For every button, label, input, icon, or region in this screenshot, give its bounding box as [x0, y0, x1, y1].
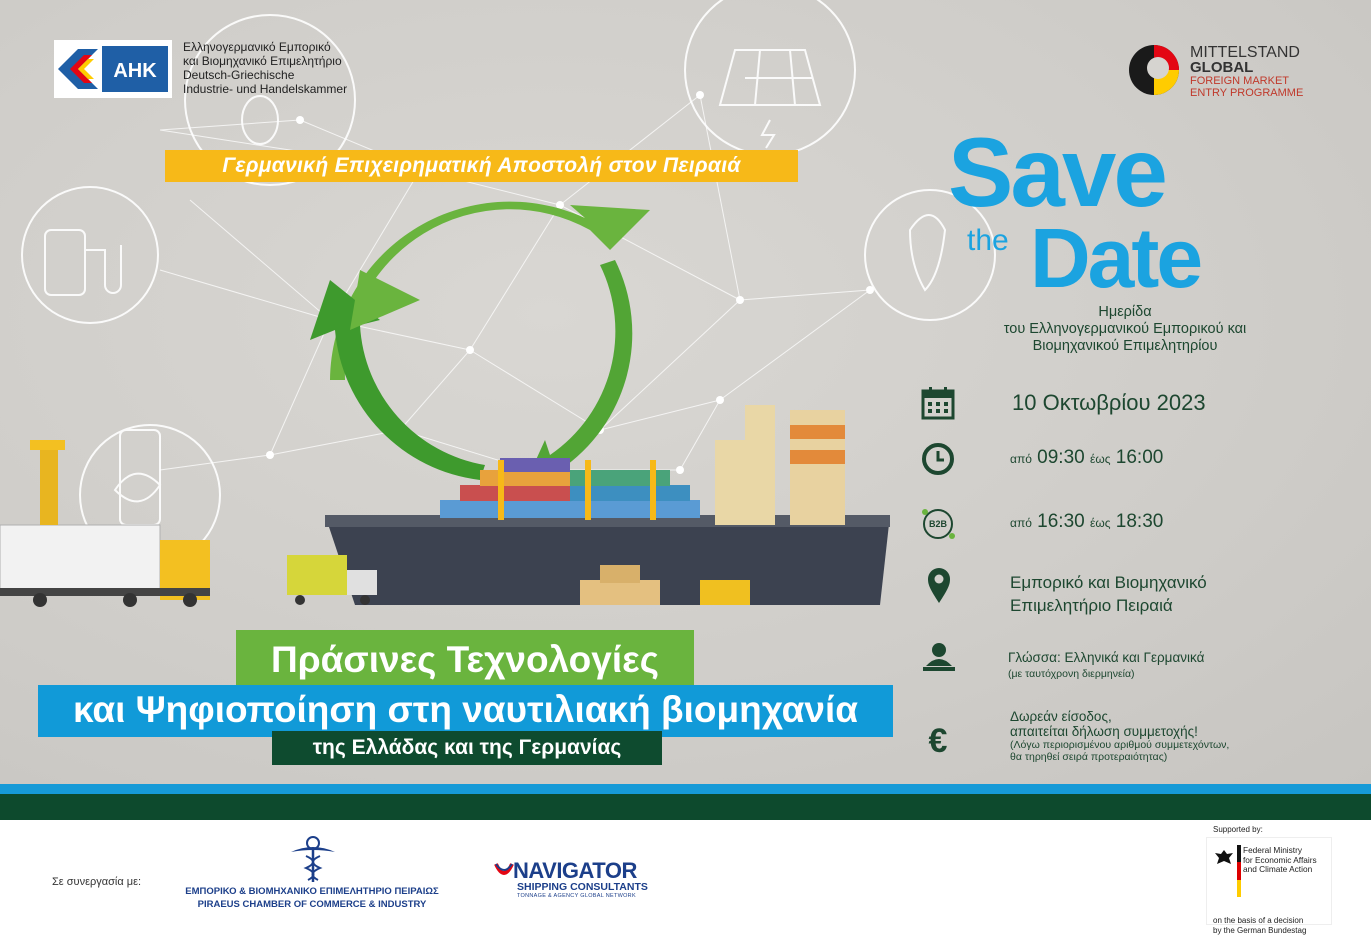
footer	[0, 820, 1371, 946]
mission-banner: Γερμανική Επιχειρηματική Αποστολή στον Πειραιά	[165, 150, 798, 182]
time-end: 18:30	[1115, 511, 1164, 532]
date-heading: Date	[1030, 211, 1201, 305]
ahk-logo-text: AHK	[113, 60, 157, 82]
time-to-label: έως	[1090, 516, 1111, 530]
time-start: 16:30	[1037, 511, 1085, 532]
title-line-3: της Ελλάδας και της Γερμανίας	[272, 731, 662, 765]
save-heading: Save	[948, 117, 1165, 227]
the-heading: the	[967, 224, 1009, 257]
mg-line: ENTRY PROGRAMME	[1190, 87, 1304, 99]
location-pin-icon	[926, 567, 952, 605]
venue-line: Εμπορικό και Βιομηχανικό	[1010, 573, 1207, 592]
navigator-name: NAVIGATOR	[513, 858, 637, 883]
bmwk-name	[1243, 846, 1317, 875]
ahk-line: Deutsch-Griechische	[183, 68, 295, 82]
svg-text:€: €	[928, 722, 948, 758]
entry-note: θα τηρηθεί σειρά προτεραιότητας)	[1010, 751, 1168, 763]
bmwk-line: for Economic Affairs	[1243, 854, 1317, 865]
recycle-arrows	[310, 202, 650, 495]
time-start: 09:30	[1037, 447, 1085, 468]
calendar-icon	[921, 386, 955, 420]
navigator-logo-mark	[494, 858, 514, 884]
event-date: 10 Οκτωβρίου 2023	[1012, 390, 1206, 415]
time-from-label: από	[1010, 516, 1032, 530]
pcci-name-english: PIRAEUS CHAMBER OF COMMERCE & INDUSTRY	[197, 899, 427, 910]
bmwk-line: Federal Ministry	[1243, 845, 1303, 855]
bmwk-line: and Climate Action	[1243, 864, 1313, 874]
language-note: (με ταυτόχρονη διερμηνεία)	[1008, 668, 1135, 680]
event-description	[960, 304, 1290, 355]
venue-line: Επιμελητήριο Πειραιά	[1010, 596, 1173, 615]
b2b-icon	[919, 506, 959, 542]
ahk-line: και Βιομηχανικό Επιμελητήριο	[183, 54, 342, 68]
cooperation-label: Σε συνεργασία με:	[52, 876, 142, 888]
entry-line: Δωρεάν είσοδος,	[1010, 709, 1112, 724]
event-desc-line: Βιομηχανικού Επιμελητηρίου	[1032, 338, 1218, 354]
mittelstand-global-text	[1190, 45, 1303, 99]
german-flag-stripe	[1237, 845, 1241, 897]
navigator-subtitle: SHIPPING CONSULTANTS	[517, 881, 648, 893]
ahk-line: Ελληνογερμανικό Εμπορικό	[183, 40, 331, 54]
supported-by-label: Supported by:	[1213, 825, 1263, 834]
time-from-label: από	[1010, 452, 1032, 466]
ahk-line: Industrie- und Handelskammer	[183, 82, 348, 96]
event-desc-line: του Ελληνογερμανικού Εμπορικού και	[1003, 321, 1247, 337]
title-line-1: Πράσινες Τεχνολογίες	[236, 630, 694, 690]
entry-note: (Λόγω περιορισμένου αριθμού συμμετεχόντων,	[1010, 739, 1230, 751]
divider-stripe-green	[0, 794, 1371, 820]
divider-stripe-blue	[0, 784, 1371, 794]
event-entry-info	[1010, 709, 1229, 763]
entry-line: απαιτείται δήλωση συμμετοχής!	[1010, 724, 1198, 739]
event-desc-line: Ημερίδα	[1098, 304, 1152, 320]
b2b-label: B2B	[928, 519, 948, 529]
bundestag-line: on the basis of a decision	[1213, 916, 1304, 925]
time-to-label: έως	[1090, 452, 1111, 466]
time-end: 16:00	[1115, 447, 1164, 468]
clock-icon	[921, 442, 955, 476]
event-language	[1008, 650, 1204, 682]
navigator-tagline: TONNAGE & AGENCY GLOBAL NETWORK	[517, 893, 636, 899]
ahk-chamber-name	[183, 40, 347, 96]
mittelstand-global-logo	[1128, 44, 1180, 96]
title-line-2: και Ψηφιοποίηση στη ναυτιλιακή βιομηχανία	[38, 685, 893, 737]
mg-line: FOREIGN MARKET	[1190, 75, 1290, 87]
ahk-logo	[54, 40, 172, 98]
interpreter-icon	[921, 640, 957, 674]
trucks	[0, 440, 377, 607]
event-time-b2b	[1010, 511, 1163, 533]
network-nodes	[266, 91, 874, 474]
pcci-caduceus-icon	[286, 830, 340, 884]
pcci-name-greek: ΕΜΠΟΡΙΚΟ & ΒΙΟΜΗΧΑΝΙΚΟ ΕΠΙΜΕΛΗΤΗΡΙΟ ΠΕΙΡΑΙΩΣ	[185, 886, 439, 897]
federal-eagle-icon	[1214, 848, 1234, 870]
euro-icon	[924, 720, 954, 758]
mg-line: GLOBAL	[1190, 59, 1254, 76]
mg-line: MITTELSTAND	[1190, 44, 1300, 61]
event-venue	[1010, 571, 1207, 617]
event-time-main	[1010, 447, 1163, 469]
bundestag-line: by the German Bundestag	[1213, 926, 1307, 935]
language-line: Γλώσσα: Ελληνικά και Γερμανικά	[1008, 650, 1205, 665]
bundestag-note	[1213, 916, 1306, 936]
